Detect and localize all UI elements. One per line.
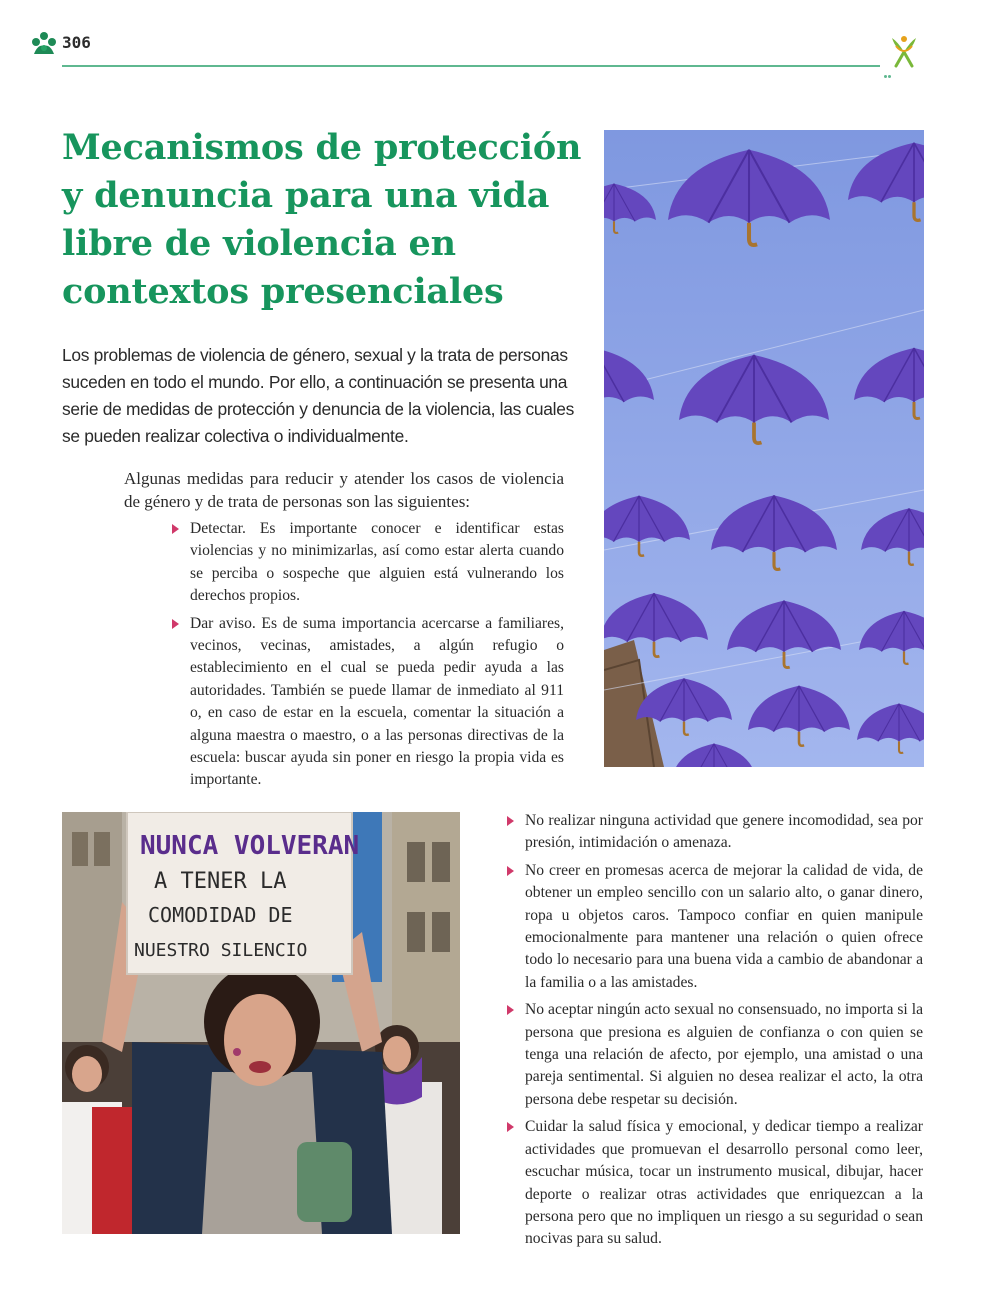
sign-line-2: A TENER LA bbox=[154, 869, 287, 894]
title-line: y denuncia para una vida bbox=[62, 175, 550, 216]
list-item-text: Dar aviso. Es de suma importancia acercarse a familiares, vecinos, vecinas, amistades, a algún refugio o establecimiento en el cual se pueda pedir ayuda a las autoridades. También se puede llamar de inmediato al 911 o, en caso de estar en la escuela, comentar la situación a alguna maestra o maestro, o a las personas directivas de la escuela: buscar ayuda sin poner en riesgo la propia vida es importante. bbox=[190, 614, 564, 789]
measures-list-right bbox=[507, 810, 923, 1256]
sign-line-4: NUESTRO SILENCIO bbox=[134, 940, 308, 961]
list-item bbox=[507, 1116, 923, 1250]
list-item bbox=[507, 860, 923, 994]
intro-paragraph: Los problemas de violencia de género, sexual y la trata de personas suceden en todo el mundo. Por ello, a continuación se presenta una serie de medidas de protección y denuncia de la violencia, las cuales se pueden realizar colectiva o individualmente. bbox=[62, 345, 574, 446]
list-item bbox=[172, 518, 564, 608]
umbrellas-photo bbox=[604, 130, 924, 767]
protest-photo bbox=[62, 812, 460, 1234]
title-line: libre de violencia en bbox=[62, 223, 456, 264]
list-item-text: No creer en promesas acerca de mejorar la calidad de vida, de obtener un empleo sencillo con un salario alto, o ganar dinero, ropa u objetos caros. Tampoco confiar en quien manipule emocionalmente para mantener una relación o quien ofrece todo lo necesario para una buena vida a cambio de abandonar a la familia o a las amistades. bbox=[525, 861, 923, 991]
sign-line-1: NUNCA VOLVERAN bbox=[140, 831, 360, 861]
umbrellas-illustration bbox=[604, 130, 924, 767]
list-item-text: Detectar. Es importante conocer e identificar estas violencias y no minimizarlas, así como estar alerta cuando se perciba o sospeche que alguien está vulnerando los derechos propios. bbox=[190, 520, 564, 605]
sign-line-3: COMODIDAD DE bbox=[148, 903, 293, 927]
list-item bbox=[507, 999, 923, 1111]
bullet-triangle-icon bbox=[172, 524, 179, 534]
page-title bbox=[62, 124, 582, 316]
bullet-triangle-icon bbox=[172, 619, 179, 629]
bullet-triangle-icon bbox=[507, 816, 514, 826]
page-number: 306 bbox=[62, 33, 91, 52]
list-item bbox=[172, 613, 564, 792]
header-rule bbox=[62, 65, 880, 67]
bullet-triangle-icon bbox=[507, 1122, 514, 1132]
title-line: Mecanismos de protección bbox=[62, 127, 582, 168]
list-item-text: No realizar ninguna actividad que genere incomodidad, sea por presión, intimidación o amenaza. bbox=[525, 812, 923, 852]
protest-illustration bbox=[62, 812, 460, 1234]
title-line: contextos presenciales bbox=[62, 271, 504, 312]
lead-paragraph: Algunas medidas para reducir y atender los casos de violencia de género y de trata de personas son las siguientes: bbox=[124, 469, 564, 511]
list-item-text: Cuidar la salud física y emocional, y dedicar tiempo a realizar actividades que promuevan el desarrollo personal como leer, escuchar música, tocar un instrumento musical, dibujar, hacer deporte o realizar otras actividades que enriquezcan a la persona pero que no impliquen un riesgo a su seguridad o sean nocivas para su salud. bbox=[525, 1118, 923, 1248]
list-item bbox=[507, 810, 923, 855]
measures-list-left bbox=[172, 518, 564, 797]
bullet-triangle-icon bbox=[507, 866, 514, 876]
bullet-triangle-icon bbox=[507, 1005, 514, 1015]
dancers-emblem-icon bbox=[30, 30, 58, 58]
list-item-text: No aceptar ningún acto sexual no consensuado, no importa si la persona que presiona es alguien de confianza o con quien se tenga una relación de afecto, por ejemplo, una amistad o una pareja sentimental. Si alguien no desea realizar el acto, la otra persona debe respetar su decisión. bbox=[525, 1001, 923, 1108]
leaf-figure-emblem-icon bbox=[884, 30, 924, 70]
